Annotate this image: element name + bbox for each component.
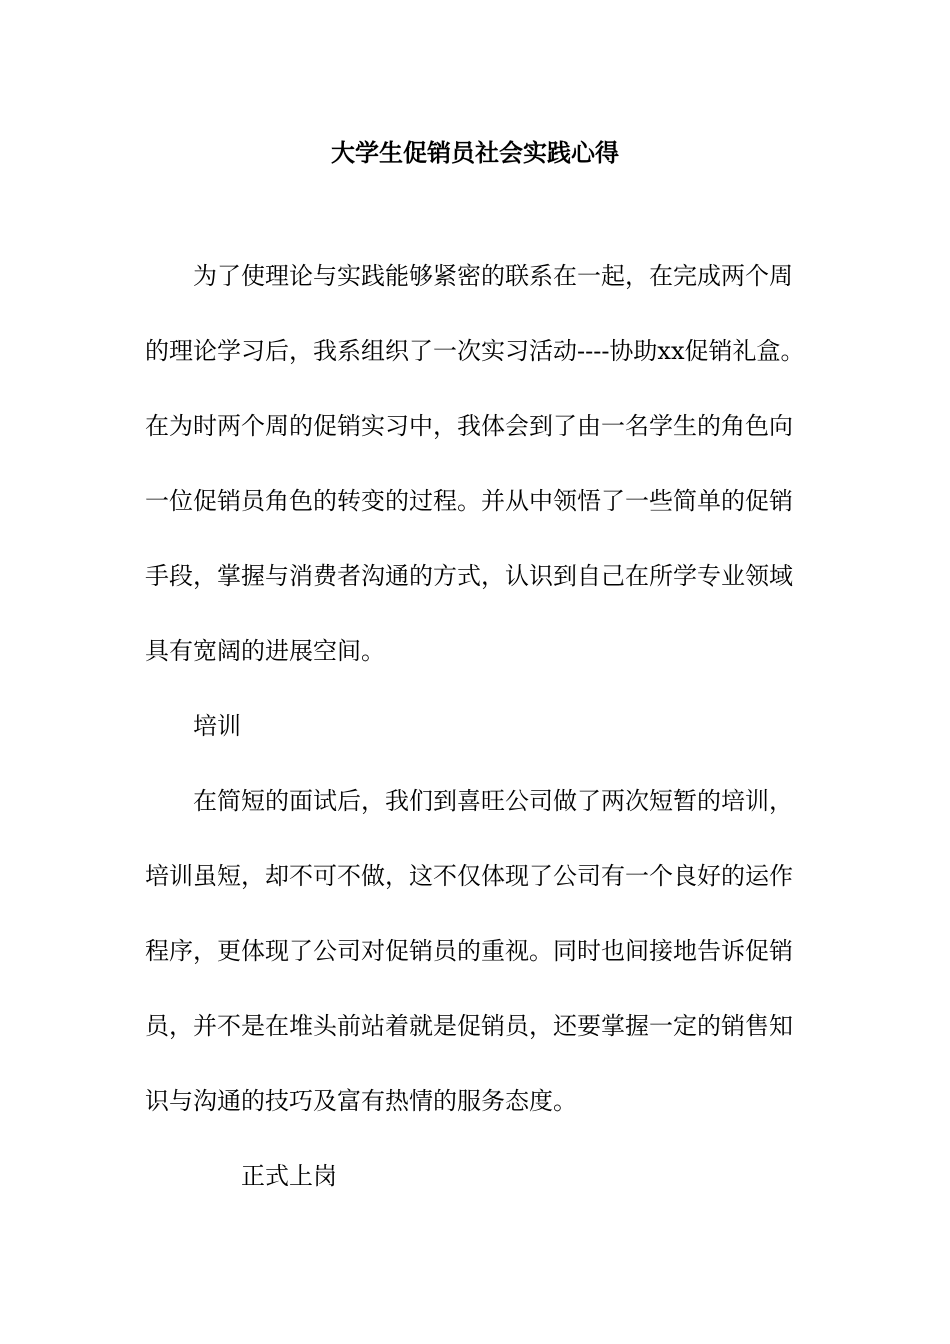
section-heading-training: 培训 — [193, 712, 241, 740]
document-title: 大学生促销员社会实践心得 — [331, 138, 619, 167]
paragraph-1-line-5: 手段，掌握与消费者沟通的方式，认识到自己在所学专业领域 — [145, 562, 793, 590]
paragraph-1-line-6: 具有宽阔的进展空间。 — [145, 637, 385, 665]
paragraph-1-line-1: 为了使理论与实践能够紧密的联系在一起，在完成两个周 — [193, 262, 793, 290]
paragraph-2-line-3: 程序，更体现了公司对促销员的重视。同时也间接地告诉促销 — [145, 937, 793, 965]
section-heading-official-start: 正式上岗 — [241, 1162, 337, 1190]
paragraph-2-line-1: 在简短的面试后，我们到喜旺公司做了两次短暂的培训， — [193, 787, 793, 815]
paragraph-2-line-2: 培训虽短，却不可不做，这不仅体现了公司有一个良好的运作 — [145, 862, 793, 890]
paragraph-1-line-4: 一位促销员角色的转变的过程。并从中领悟了一些简单的促销 — [145, 487, 793, 515]
paragraph-2-line-4: 员，并不是在堆头前站着就是促销员，还要掌握一定的销售知 — [145, 1012, 793, 1040]
paragraph-1-line-3: 在为时两个周的促销实习中，我体会到了由一名学生的角色向 — [145, 412, 793, 440]
paragraph-2-line-5: 识与沟通的技巧及富有热情的服务态度。 — [145, 1087, 577, 1115]
paragraph-1-line-2: 的理论学习后，我系组织了一次实习活动----协助xx促销礼盒。 — [145, 337, 805, 365]
